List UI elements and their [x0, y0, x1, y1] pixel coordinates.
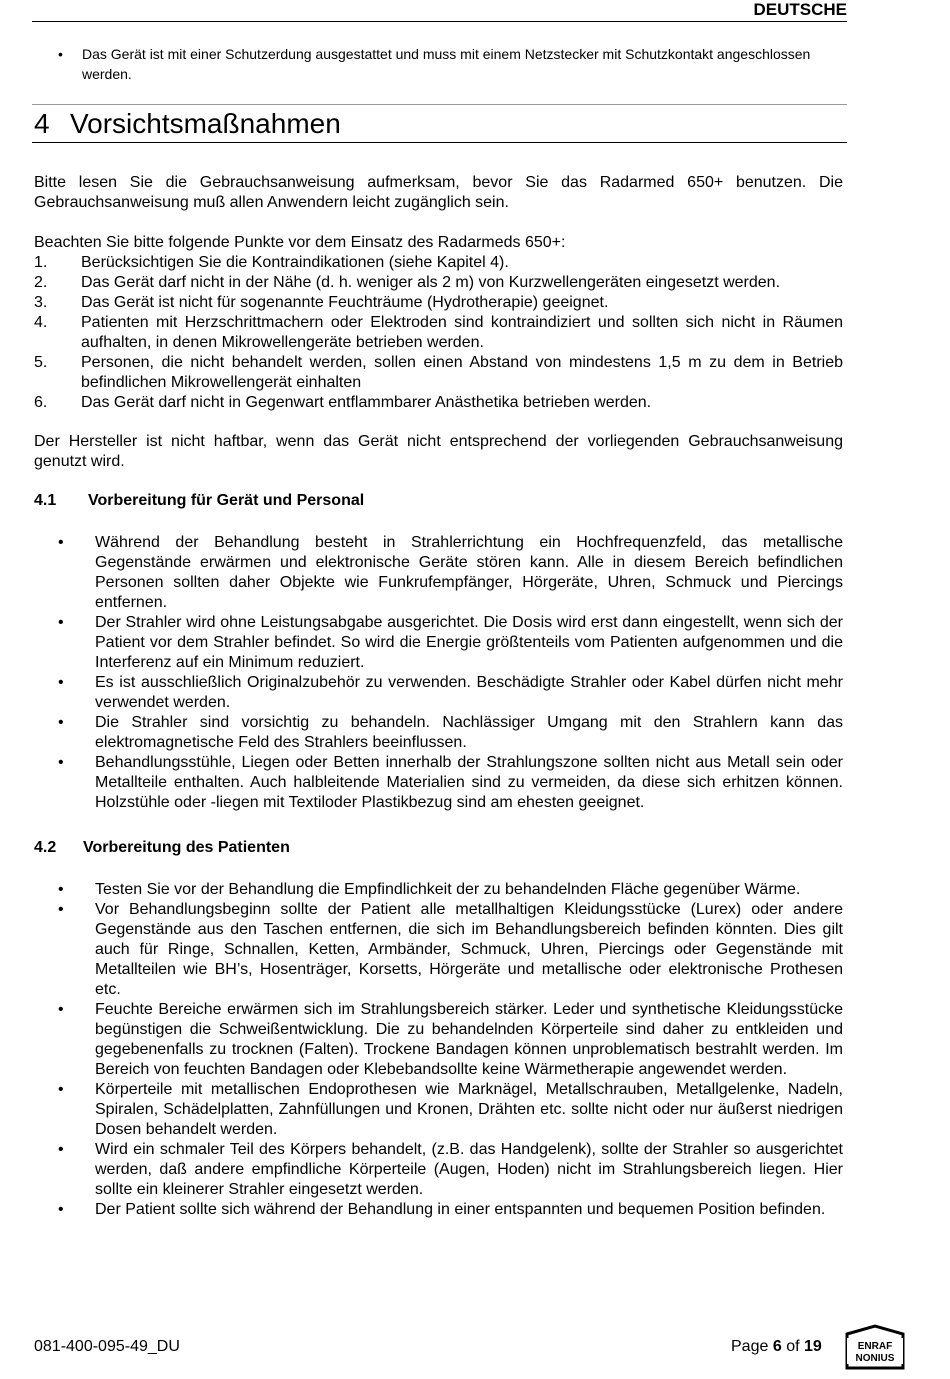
bullet-dot-icon: •	[58, 1141, 64, 1158]
item-number: 3.	[34, 294, 48, 311]
section-rule-top	[32, 104, 847, 105]
bullet-dot-icon: •	[58, 714, 64, 731]
page-label: Page	[731, 1338, 769, 1355]
numbered-item	[34, 353, 843, 393]
subsection-title: Vorbereitung des Patienten	[83, 839, 290, 856]
section-rule-bottom	[32, 142, 847, 143]
bullet-item	[58, 613, 843, 673]
item-text: Das Gerät darf nicht in der Nähe (d. h. weniger als 2 m) von Kurzwellengeräten eingesetzt werden.	[81, 274, 781, 291]
bullet-item	[58, 1080, 843, 1140]
item-number: 5.	[34, 354, 48, 371]
page-indicator	[731, 1338, 822, 1356]
item-number: 4.	[34, 314, 48, 331]
paragraph-points-lead: Beachten Sie bitte folgende Punkte vor dem Einsatz des Radarmeds 650+:	[34, 234, 566, 251]
bullet-dot-icon: •	[58, 46, 63, 62]
item-number: 6.	[34, 394, 48, 411]
item-text: Personen, die nicht behandelt werden, sollen einen Abstand von mindestens 1,5 m zu dem in Betrieb befindlichen Mikrowellengerät einhalten	[81, 354, 843, 391]
bullet-item	[58, 753, 843, 813]
bullet-text: Feuchte Bereiche erwärmen sich im Strahlungsbereich stärker. Leder und synthetische Kleidungsstücke begünstigen die Schweißentwicklung. Die zu behandelnden Körperteile sind daher zu entkleiden und gegebenenfalls zu trocknen (Falten). Trockene Bandagen können unproblematisch bestrahlt werden. Im Bereich von feuchten Bandagen oder Klebebandsollte keine Wärmetherapie angewendet werden.	[95, 1001, 843, 1078]
subsection-4-1-heading	[34, 492, 364, 510]
bullet-item	[58, 1000, 843, 1080]
page-total: 19	[803, 1338, 822, 1355]
bullet-dot-icon: •	[58, 881, 64, 898]
item-text: Patienten mit Herzschrittmachern oder Elektroden sind kontraindiziert und sollten sich nicht in Räumen aufhalten, in denen Mikrowellengeräte betrieben werden.	[81, 314, 843, 351]
bullet-dot-icon: •	[58, 534, 64, 551]
bullets-4-1	[58, 533, 843, 813]
bullet-text: Körperteile mit metallischen Endoprothesen wie Marknägel, Metallschrauben, Metallgelenke, Nadeln, Spiralen, Schädelplatten, Zahnfüllungen und Kronen, Drähten etc. sollte nicht oder nur äußerst niedrigen Dosen behandelt werden.	[95, 1081, 843, 1138]
bullet-dot-icon: •	[58, 674, 64, 691]
page-current: 6	[772, 1338, 782, 1355]
numbered-item	[34, 393, 843, 413]
bullet-item	[58, 900, 843, 1000]
bullet-item	[58, 1200, 843, 1220]
bullet-dot-icon: •	[58, 1201, 64, 1218]
item-text: Berücksichtigen Sie die Kontraindikationen (siehe Kapitel 4).	[81, 254, 509, 271]
bullet-dot-icon: •	[58, 614, 64, 631]
section-number: 4	[34, 108, 50, 139]
bullet-text: Behandlungsstühle, Liegen oder Betten innerhalb der Strahlungszone sollten nicht aus Metall sein oder Metallteile enthalten. Auch halbleitende Materialien sind zu vermeiden, da diese sich erhitzen können. Holzstühle oder -liegen mit Textiloder Plastikbezug sind am ehesten geeignet.	[95, 754, 843, 811]
bullet-dot-icon: •	[58, 1001, 64, 1018]
numbered-list	[34, 253, 843, 413]
bullet-text: Es ist ausschließlich Originalzubehör zu verwenden. Beschädigte Strahler oder Kabel dürfen nicht mehr verwendet werden.	[95, 674, 843, 711]
bullet-text: Vor Behandlungsbeginn sollte der Patient alle metallhaltigen Kleidungsstücke (Lurex) oder andere Gegenstände aus den Taschen entfernen, die sich im Behandlungsbereich befinden könnten. Dies gilt auch für Ringe, Schnallen, Ketten, Armbänder, Schmuck, Uhren, Piercings oder Gegenstände mit Metallteilen wie BH’s, Hosenträger, Korsetts, Hörgeräte und metallische oder elektronische Prothesen etc.	[95, 901, 843, 998]
bullet-text: Während der Behandlung besteht in Strahlerrichtung ein Hochfrequenzfeld, das metallische Gegenstände erwärmen und elektronische Geräte stören kann. Alle in diesem Bereich befindlichen Personen sollten daher Objekte wie Funkrufempfänger, Hörgeräte, Uhren, Schmuck und Piercings entfernen.	[95, 534, 843, 611]
paragraph-liability: Der Hersteller ist nicht haftbar, wenn das Gerät nicht entsprechend der vorliegenden Gebrauchsanweisung genutzt wird.	[34, 433, 843, 470]
logo-line-2: NONIUS	[855, 1353, 895, 1364]
bullet-text: Testen Sie vor der Behandlung die Empfindlichkeit der zu behandelnden Fläche gegenüber Wärme.	[95, 881, 801, 898]
intro-bullet-text: Das Gerät ist mit einer Schutzerdung ausgestattet und muss mit einem Netzstecker mit Schutzkontakt angeschlossen werden.	[82, 46, 811, 82]
bullet-dot-icon: •	[58, 1081, 64, 1098]
bullet-text: Der Strahler wird ohne Leistungsabgabe ausgerichtet. Die Dosis wird erst dann eingestellt, wenn sich der Patient vor dem Strahler befindet. So wird die Energie größtenteils vom Patienten aufgenommen und die Interferenz auf ein Minimum reduziert.	[95, 614, 843, 671]
item-number: 1.	[34, 254, 48, 271]
numbered-item	[34, 313, 843, 353]
section-title	[34, 108, 341, 140]
bullet-text: Die Strahler sind vorsichtig zu behandeln. Nachlässiger Umgang mit den Strahlern kann das elektromagnetische Feld des Strahlers beeinflussen.	[95, 714, 843, 751]
paragraph-intro: Bitte lesen Sie die Gebrauchsanweisung aufmerksam, bevor Sie das Radarmed 650+ benutzen. Die Gebrauchsanweisung muß allen Anwendern leicht zugänglich sein.	[34, 174, 843, 211]
item-text: Das Gerät ist nicht für sogenannte Feuchträume (Hydrotherapie) geeignet.	[81, 294, 609, 311]
document-code: 081-400-095-49_DU	[34, 1338, 180, 1355]
bullets-4-2	[58, 880, 843, 1220]
section-title-text: Vorsichtsmaßnahmen	[70, 108, 341, 139]
numbered-item	[34, 253, 843, 273]
bullet-item	[58, 713, 843, 753]
subsection-number: 4.1	[34, 492, 57, 509]
item-number: 2.	[34, 274, 48, 291]
item-text: Das Gerät darf nicht in Gegenwart entflammbarer Anästhetika betrieben werden.	[81, 394, 652, 411]
bullet-dot-icon: •	[58, 754, 64, 771]
bullet-item	[58, 673, 843, 713]
bullet-text: Wird ein schmaler Teil des Körpers behandelt, (z.B. das Handgelenk), sollte der Strahler so ausgerichtet werden, daß andere empfindliche Körperteile (Augen, Hoden) nicht im Strahlungsbereich liegen. Hier sollte ein kleinerer Strahler eingesetzt werden.	[95, 1141, 843, 1198]
numbered-item	[34, 273, 843, 293]
bullet-item	[58, 533, 843, 613]
header-language: DEUTSCHE	[753, 0, 847, 19]
logo-line-1: ENRAF	[857, 1341, 893, 1352]
numbered-item	[34, 293, 843, 313]
bullet-item	[58, 1140, 843, 1200]
page-of: of	[786, 1338, 800, 1355]
bullet-item	[58, 880, 843, 900]
subsection-title: Vorbereitung für Gerät und Personal	[88, 492, 365, 509]
enraf-nonius-logo	[843, 1324, 907, 1374]
subsection-4-2-heading	[34, 839, 290, 857]
subsection-number: 4.2	[34, 839, 57, 856]
bullet-dot-icon: •	[58, 901, 64, 918]
intro-bullet	[58, 44, 818, 84]
bullet-text: Der Patient sollte sich während der Behandlung in einer entspannten und bequemen Position befinden.	[95, 1201, 826, 1218]
header-rule	[32, 21, 847, 22]
